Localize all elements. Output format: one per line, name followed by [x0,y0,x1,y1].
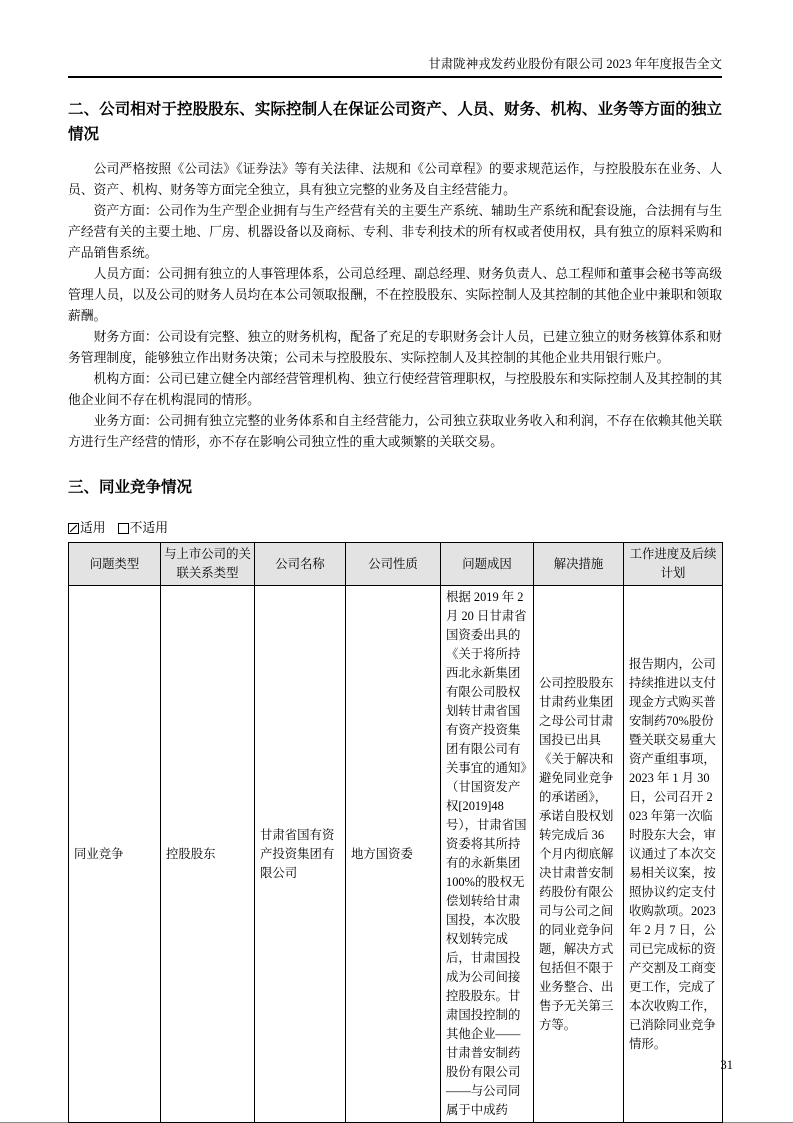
applicable-option [68,520,106,536]
cell-solution: 公司控股股东甘肃药业集团之母公司甘肃国投已出具《关于解决和避免同业竞争的承诺函》，承诺自股权划转完成后 36 个月内彻底解决甘肃普安制药股份有限公司与公司之间的同业竞争问题，解决方式包括但不限于业务整合、出售予无关第三方等。 [534,586,624,1123]
applicable-label: 适用 [80,521,106,535]
competition-table [68,542,723,1123]
document-header [68,0,722,78]
paragraph-personnel: 人员方面：公司拥有独立的人事管理体系，公司总经理、副总经理、财务负责人、总工程师和董事会秘书等高级管理人员，以及公司的财务人员均在本公司领取报酬，不在控股股东、实际控制人及其控制的其他企业中兼职和领取薪酬。 [68,267,722,323]
checkbox-checked-icon [68,523,79,534]
independence-paragraphs [68,159,722,453]
cell-progress: 报告期内，公司持续推进以支付现金方式购买普安制药70%股份暨关联交易重大资产重组事项，2023 年 1 月 30 日，公司召开 2023 年第一次临时股东大会，审议通过了本次交易相关议案，按照协议约定支付收购款项。2023 年 2 月 7 日，公司已完成标的资产交割及工商变更工作，完成了本次收购工作，已消除同业竞争情形。 [624,586,723,1123]
page-content [68,0,722,1123]
header-company-nature: 公司性质 [346,543,441,586]
section-title-competition: 三、同业竞争情况 [68,479,193,496]
page-number: 31 [720,1058,733,1072]
header-cause: 问题成因 [441,543,534,586]
header-issue-type: 问题类型 [69,543,161,586]
header-progress: 工作进度及后续计划 [624,543,723,586]
cell-company-name: 甘肃省国有资产投资集团有限公司 [255,586,346,1123]
cell-issue-type: 同业竞争 [69,586,161,1123]
cell-relationship: 控股股东 [161,586,255,1123]
document-header-title: 甘肃陇神戎发药业股份有限公司 2023 年年度报告全文 [428,57,722,71]
not-applicable-option [118,520,168,536]
paragraph-assets: 资产方面：公司作为生产型企业拥有与生产经营有关的主要生产系统、辅助生产系统和配套设施，合法拥有与生产经营有关的主要土地、厂房、机器设备以及商标、专利、非专利技术的所有权或者使用权，具有独立的原料采购和产品销售系统。 [68,204,722,260]
paragraph-finance: 财务方面：公司设有完整、独立的财务机构，配备了充足的专职财务会计人员，已建立独立的财务核算体系和财务管理制度，能够独立作出财务决策；公司未与控股股东、实际控制人及其控制的其他企业共用银行账户。 [68,330,722,365]
not-applicable-label: 不适用 [129,521,168,535]
paragraph-business: 业务方面：公司拥有独立完整的业务体系和自主经营能力，公司独立获取业务收入和利润，不存在依赖其他关联方进行生产经营的情形，亦不存在影响公司独立性的重大或频繁的关联交易。 [68,414,722,449]
paragraph-overview: 公司严格按照《公司法》《证券法》等有关法律、法规和《公司章程》的要求规范运作，与控股股东在业务、人员、资产、机构、财务等方面完全独立，具有独立完整的业务及自主经营能力。 [68,162,722,197]
section-title-independence: 二、公司相对于控股股东、实际控制人在保证公司资产、人员、财务、机构、业务等方面的独立情况 [68,101,722,143]
applicability-row [68,520,722,536]
header-solution: 解决措施 [534,543,624,586]
header-relationship: 与上市公司的关联关系类型 [161,543,255,586]
cell-company-nature: 地方国资委 [346,586,441,1123]
table-row [69,586,723,1123]
checkbox-unchecked-icon [118,523,129,534]
header-company-name: 公司名称 [255,543,346,586]
paragraph-organization: 机构方面：公司已建立健全内部经营管理机构、独立行使经营管理职权，与控股股东和实际控制人及其控制的其他企业间不存在机构混同的情形。 [68,372,722,407]
cell-cause: 根据 2019 年 2 月 20 日甘肃省国资委出具的《关于将所持西北永新集团有限公司股权划转甘肃省国有资产投资集团有限公司有关事宜的通知》（甘国资发产权[2019]48 号），甘肃省国资委将其所持有的永新集团 100%的股权无偿划转给甘肃国投，本次股权划转完成后，甘肃国投成为公司间接控股股东。甘肃国投控制的其他企业——甘肃普安制药股份有限公司——与公司同属于中成药 [441,586,534,1123]
table-header-row [69,543,723,586]
